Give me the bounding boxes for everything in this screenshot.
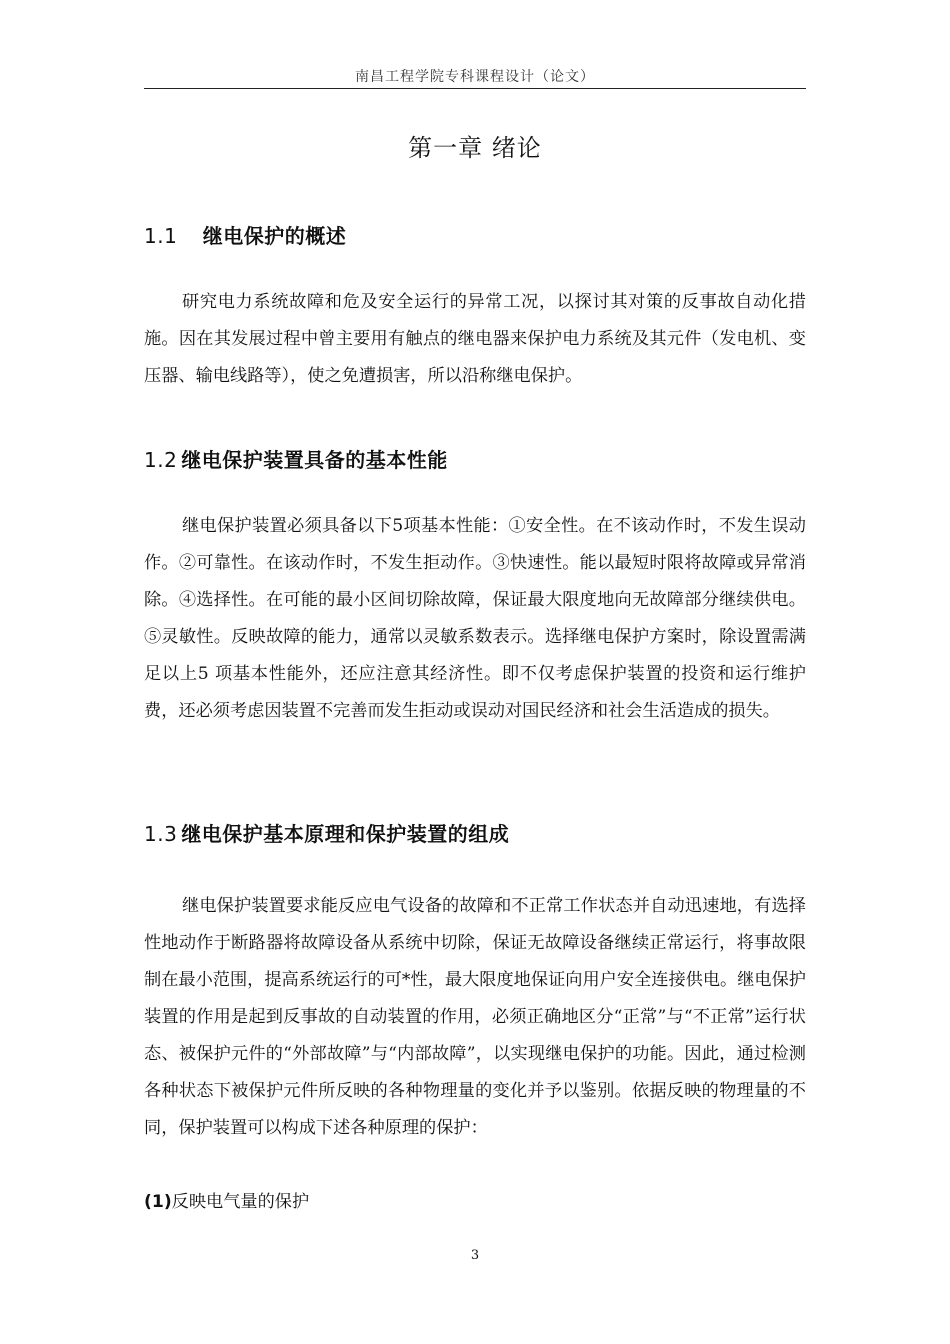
running-header: 南昌工程学院专科课程设计（论文）	[355, 69, 595, 85]
section-number: 1.3	[144, 822, 178, 846]
list-marker: (1)	[144, 1192, 172, 1212]
paragraph-1-3: 继电保护装置要求能反应电气设备的故障和不正常工作状态并自动迅速地，有选择性地动作于断路器将故障设备从系统中切除，保证无故障设备继续正常运行，将事故限制在最小范围，提高系统运行的可*性，最大限度地保证向用户安全连接供电。继电保护装置的作用是起到反事故的自动装置的作用，必须正确地区分“正常”与“不正常”运行状态、被保护元件的“外部故障”与“内部故障”，以实现继电保护的功能。因此，通过检测各种状态下被保护元件所反映的各种物理量的变化并予以鉴别。依据反映的物理量的不同，保护装置可以构成下述各种原理的保护：	[144, 896, 806, 1138]
chapter-title: 第一章 绪论	[408, 134, 542, 162]
section-number: 1.1	[144, 224, 178, 248]
page-number: 3	[470, 1248, 480, 1263]
header-rule	[144, 88, 806, 89]
section-heading-1-1	[144, 220, 346, 249]
paragraph-1-2: 继电保护装置必须具备以下5项基本性能：①安全性。在不该动作时，不发生误动作。②可靠性。在该动作时，不发生拒动作。③快速性。能以最短时限将故障或异常消除。④选择性。在可能的最小区间切除故障，保证最大限度地向无故障部分继续供电。⑤灵敏性。反映故障的能力，通常以灵敏系数表示。选择继电保护方案时，除设置需满足以上5 项基本性能外，还应注意其经济性。即不仅考虑保护装置的投资和运行维护费，还必须考虑因装置不完善而发生拒动或误动对国民经济和社会生活造成的损失。	[144, 516, 806, 721]
section-number: 1.2	[144, 448, 178, 472]
section-heading-1-2	[144, 444, 448, 473]
list-item-text: 反映电气量的保护	[171, 1192, 310, 1212]
section-title-text: 继电保护基本原理和保护装置的组成	[181, 822, 510, 846]
section-title-text: 继电保护的概述	[202, 224, 347, 248]
list-item	[144, 1184, 806, 1221]
section-title-text: 继电保护装置具备的基本性能	[181, 448, 448, 472]
section-heading-1-3	[144, 818, 509, 847]
paragraph-1-1: 研究电力系统故障和危及安全运行的异常工况，以探讨其对策的反事故自动化措施。因在其发展过程中曾主要用有触点的继电器来保护电力系统及其元件（发电机、变压器、输电线路等），使之免遭损害，所以沿称继电保护。	[144, 292, 806, 386]
